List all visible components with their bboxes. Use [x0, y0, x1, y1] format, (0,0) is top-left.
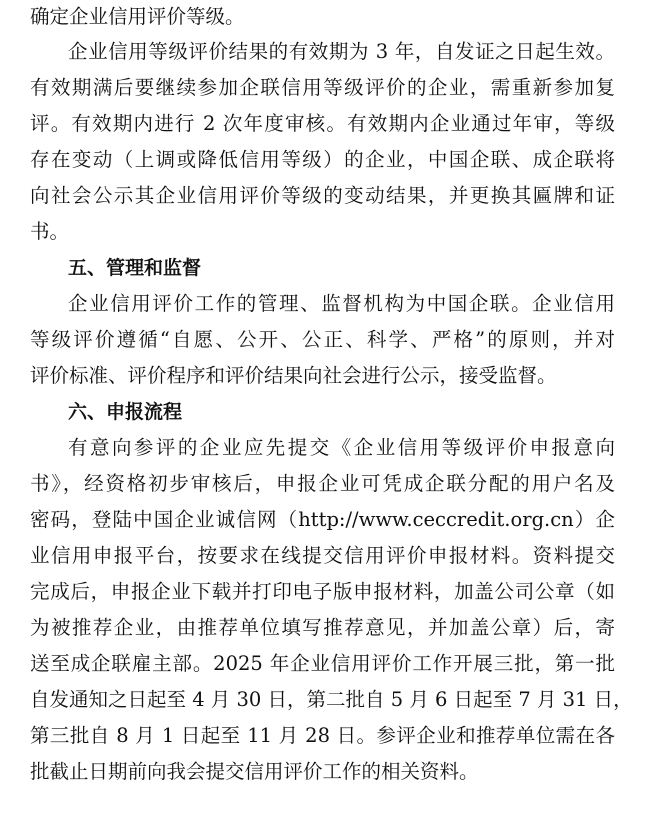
paragraph-validity-start: 企业信用等级评价结果的有效期为 3 年，自发证之日起生效。	[68, 40, 615, 63]
paragraph-application-start: 有意向参评的企业应先提交《企业信用等级评价申报意向	[68, 436, 615, 459]
text-line: 向社会公示其企业信用评价等级的变动结果，并更换其匾牌和证	[30, 184, 615, 207]
text-line: 第三批自 8 月 1 日起至 11 月 28 日。参评企业和推荐单位需在各	[30, 724, 615, 747]
text-line: 送至成企联雇主部。2025 年企业信用评价工作开展三批，第一批	[30, 652, 615, 675]
text-line: 完成后，申报企业下载并打印电子版申报材料，加盖公司公章（如	[30, 580, 615, 603]
text-line: 为被推荐企业，由推荐单位填写推荐意见，并加盖公章）后，寄	[30, 616, 615, 639]
text-line: 存在变动（上调或降低信用等级）的企业，中国企联、成企联将	[30, 148, 615, 171]
text-line: 有效期满后要继续参加企联信用等级评价的企业，需重新参加复	[30, 76, 615, 99]
text-line: 评。有效期内进行 2 次年度审核。有效期内企业通过年审，等级	[30, 112, 615, 135]
text-line: 自发通知之日起至 4 月 30 日，第二批自 5 月 6 日起至 7 月 31 日，	[30, 688, 633, 711]
text-line: 业信用申报平台，按要求在线提交信用评价申报材料。资料提交	[30, 544, 615, 567]
text-line: 书。	[30, 220, 70, 243]
text-line: 评价标准、评价程序和评价结果向社会进行公示，接受监督。	[30, 364, 557, 387]
text-line: 确定企业信用评价等级。	[30, 5, 245, 28]
text-line: 等级评价遵循“自愿、公开、公正、科学、严格”的原则，并对	[30, 328, 615, 351]
section-heading-management: 五、管理和监督	[68, 257, 202, 279]
text-line: 书》，经资格初步审核后，申报企业可凭成企联分配的用户名及	[30, 472, 615, 495]
text-line: 批截止日期前向我会提交信用评价工作的相关资料。	[30, 760, 479, 783]
section-heading-application: 六、申报流程	[68, 401, 183, 423]
paragraph-management-start: 企业信用评价工作的管理、监督机构为中国企联。企业信用	[68, 292, 615, 315]
text-line: 密码，登陆中国企业诚信网（http://www.ceccredit.org.cn）企	[30, 508, 615, 531]
